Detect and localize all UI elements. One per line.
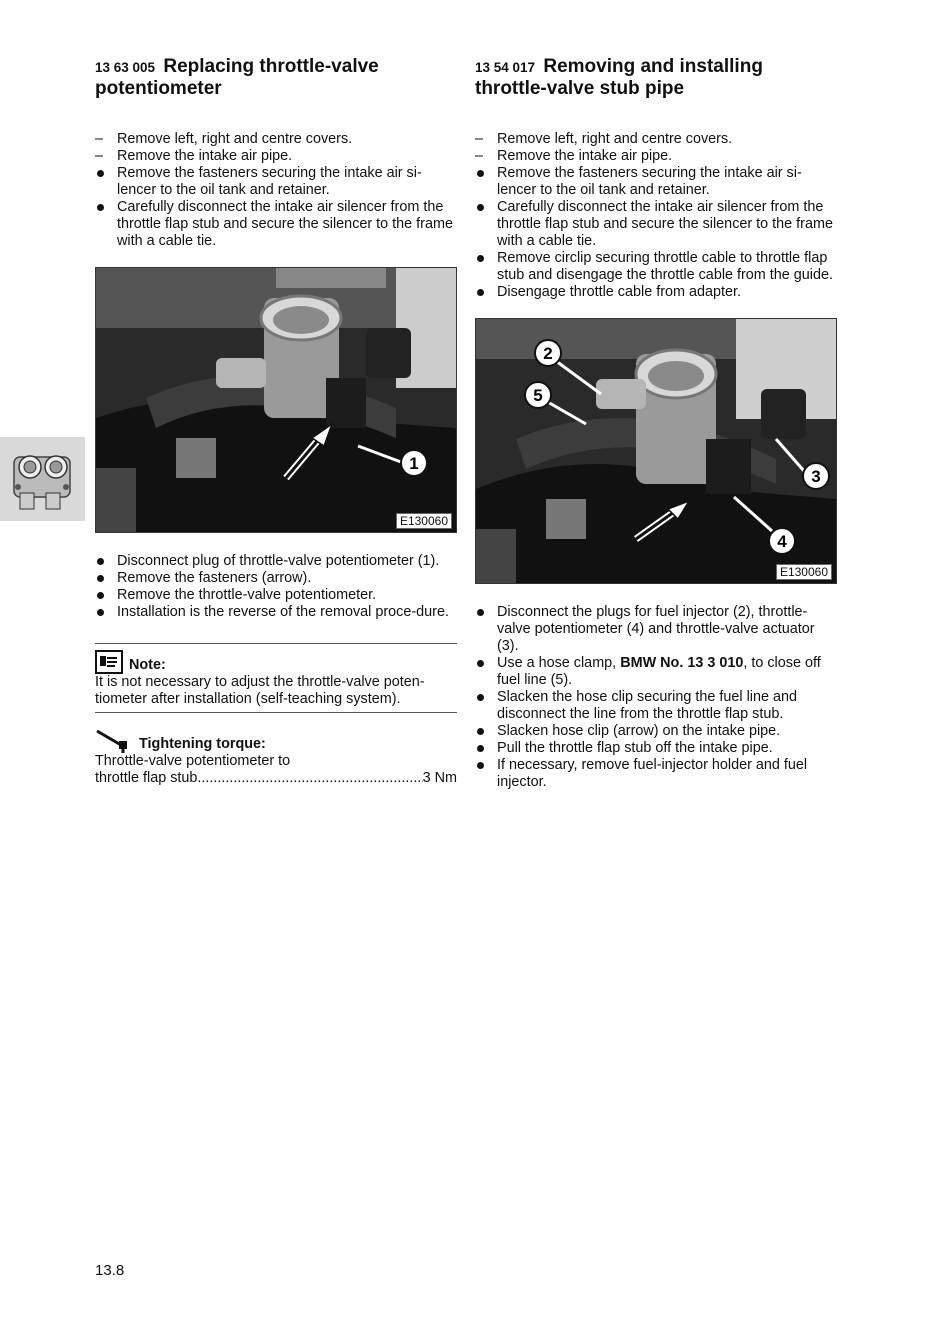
torque-label: Tightening torque: bbox=[139, 736, 266, 752]
list-item bbox=[475, 655, 837, 689]
section-code: 13 63 005 bbox=[95, 60, 156, 75]
callout-4: 4 bbox=[777, 532, 787, 551]
step-text: Remove the throttle-valve potentiometer. bbox=[117, 587, 377, 603]
step-text: Disengage throttle cable from adapter. bbox=[497, 284, 741, 300]
torque-value: 3 Nm bbox=[422, 770, 457, 786]
step-text: Installation is the reverse of the removal proce-dure. bbox=[117, 604, 449, 620]
list-item bbox=[95, 131, 457, 148]
note-box bbox=[95, 643, 457, 713]
step-text: If necessary, remove fuel-injector holder and fuel injector. bbox=[497, 757, 808, 790]
list-item bbox=[95, 570, 457, 587]
note-icon bbox=[95, 650, 123, 674]
list-item bbox=[475, 689, 837, 723]
step-text: Remove the fasteners securing the intake air si-lencer to the oil tank and retainer. bbox=[117, 165, 422, 198]
dash-marker: – bbox=[475, 148, 484, 164]
section-title-left bbox=[95, 56, 457, 99]
step-text: Remove circlip securing throttle cable to throttle flap stub and disengage the throttle cable from the guide. bbox=[497, 250, 834, 283]
torque-line1: Throttle-valve potentiometer to bbox=[95, 753, 291, 769]
callout-3: 3 bbox=[811, 467, 821, 486]
list-item bbox=[475, 148, 837, 165]
figure-throttle-potentiometer bbox=[95, 267, 457, 533]
list-item bbox=[475, 250, 837, 284]
callout-2: 2 bbox=[543, 344, 553, 363]
section-code: 13 54 017 bbox=[475, 60, 536, 75]
torque-spec bbox=[95, 729, 457, 787]
step-list bbox=[475, 131, 837, 301]
torque-line2 bbox=[95, 770, 457, 787]
step-list bbox=[95, 553, 457, 621]
list-item bbox=[475, 723, 837, 740]
page-number: 13.8 bbox=[95, 1262, 125, 1279]
list-item bbox=[95, 587, 457, 604]
dot-leader bbox=[197, 770, 422, 787]
list-item bbox=[475, 757, 837, 791]
list-item bbox=[95, 604, 457, 621]
throttle-body-icon bbox=[0, 437, 85, 521]
step-text: Remove left, right and centre covers. bbox=[117, 131, 353, 147]
section-title-right bbox=[475, 56, 837, 99]
step-text: Remove the intake air pipe. bbox=[497, 148, 673, 164]
dash-marker: – bbox=[95, 131, 104, 147]
step-text: Remove the intake air pipe. bbox=[117, 148, 293, 164]
step-text: Remove the fasteners securing the intake air si-lencer to the oil tank and retainer. bbox=[497, 165, 802, 198]
engine-photo-illustration bbox=[96, 268, 456, 532]
list-item bbox=[475, 131, 837, 148]
step-text: Slacken hose clip (arrow) on the intake pipe. bbox=[497, 723, 781, 739]
step-text: Pull the throttle flap stub off the intake pipe. bbox=[497, 740, 773, 756]
callout-5: 5 bbox=[533, 386, 543, 405]
note-label: Note: bbox=[129, 657, 166, 673]
list-item bbox=[95, 199, 457, 250]
list-item bbox=[95, 165, 457, 199]
list-item bbox=[475, 740, 837, 757]
step-list bbox=[475, 604, 837, 791]
section-title-text: Removing and installing throttle-valve stub pipe bbox=[475, 56, 763, 99]
right-column bbox=[475, 56, 837, 791]
callout-1: 1 bbox=[409, 454, 419, 473]
step-text: , to close off fuel line (5). bbox=[497, 655, 821, 688]
figure-code: E130060 bbox=[776, 564, 832, 580]
step-list bbox=[95, 131, 457, 250]
left-column bbox=[95, 56, 457, 787]
list-item bbox=[475, 165, 837, 199]
note-text: It is not necessary to adjust the throttle-valve poten-tiometer after installation (self-teaching system). bbox=[95, 674, 425, 707]
dash-marker: – bbox=[95, 148, 104, 164]
torque-item: throttle flap stub bbox=[95, 770, 198, 786]
step-text: Remove left, right and centre covers. bbox=[497, 131, 733, 147]
step-text: Slacken the hose clip securing the fuel line and disconnect the line from the throttle flap stub. bbox=[497, 689, 797, 722]
step-text: Use a hose clamp, bbox=[497, 655, 621, 671]
figure-code: E130060 bbox=[396, 513, 452, 529]
step-text: Remove the fasteners (arrow). bbox=[117, 570, 312, 586]
dash-marker: – bbox=[475, 131, 484, 147]
torque-wrench-icon bbox=[95, 729, 133, 753]
list-item bbox=[95, 148, 457, 165]
step-text: Disconnect plug of throttle-valve potentiometer (1). bbox=[117, 553, 440, 569]
tool-number: BMW No. 13 3 010 bbox=[620, 655, 744, 671]
list-item bbox=[475, 199, 837, 250]
engine-photo-illustration bbox=[476, 319, 836, 583]
step-text: Carefully disconnect the intake air silencer from the throttle flap stub and secure the silencer to the frame with a cable tie. bbox=[497, 199, 833, 249]
figure-throttle-stub bbox=[475, 318, 837, 584]
section-title-text: Replacing throttle-valve potentiometer bbox=[95, 56, 379, 99]
step-text: Disconnect the plugs for fuel injector (2), throttle-valve potentiometer (4) and throttle-valve actuator (3). bbox=[497, 604, 815, 654]
step-text: Carefully disconnect the intake air silencer from the throttle flap stub and secure the silencer to the frame with a cable tie. bbox=[117, 199, 453, 249]
chapter-tab bbox=[0, 437, 85, 521]
list-item bbox=[475, 604, 837, 655]
list-item bbox=[95, 553, 457, 570]
list-item bbox=[475, 284, 837, 301]
